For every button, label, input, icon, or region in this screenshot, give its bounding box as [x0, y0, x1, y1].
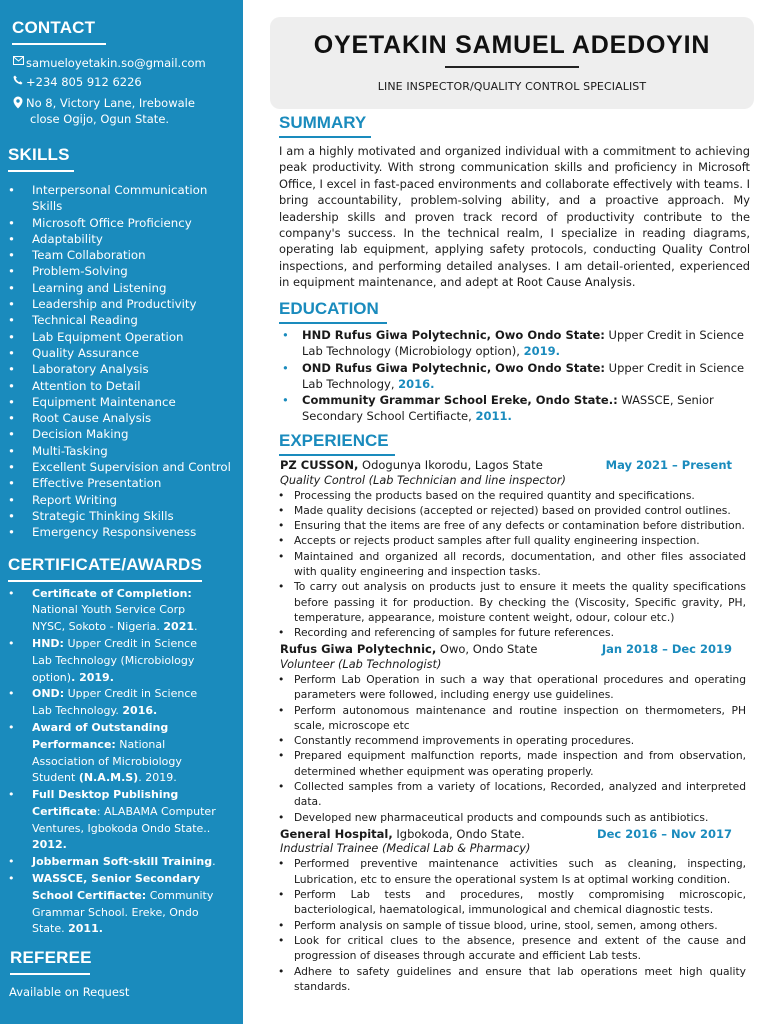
- job-entry: [270, 458, 754, 640]
- certificate-detail: : ALABAMA Computer Ventures, Igbokoda Ondo State..: [32, 804, 216, 835]
- duty-item: • Ensuring that the items are free of any defects or contamination before distribution.: [294, 518, 746, 533]
- certificate-item: [8, 720, 219, 787]
- job-dates: Dec 2016 – Nov 2017: [597, 826, 732, 841]
- certificate-item: [8, 636, 219, 686]
- name-divider: [445, 66, 579, 68]
- duty-item: • Performed preventive maintenance activities such as cleaning, inspecting, Lubrication, etc to ensure the operational system Is at optimal working condition.: [294, 856, 746, 887]
- education-detail: Upper Credit in Science Lab Technology,: [302, 360, 745, 391]
- skill-item: • Emergency Responsiveness: [8, 524, 235, 540]
- certificate-title: Jobberman Soft-skill Training: [32, 855, 213, 869]
- contact-phone[interactable]: [10, 74, 235, 90]
- duty-item: • Perform Lab Operation in such a way that operational procedures and operating parameters were followed, including energy use guidelines.: [294, 672, 746, 703]
- education-item: [302, 392, 748, 425]
- sidebar: [0, 0, 243, 1024]
- education-year: 2011.: [475, 409, 512, 424]
- certificate-item: [8, 586, 219, 636]
- job-org-line: [280, 827, 525, 843]
- skill-item: • Leadership and Productivity: [8, 296, 235, 312]
- certificate-item: [8, 686, 219, 720]
- summary-section: [270, 113, 754, 291]
- job-location: Igbokoda, Ondo State.: [392, 826, 525, 841]
- certificate-year: (N.A.M.S): [78, 771, 139, 785]
- contact-email[interactable]: [10, 55, 235, 71]
- duty-item: • Perform Lab tests and procedures, mostly compromising microscopic, bacteriological, haematological, immunological and chemical diagnostic tests.: [294, 887, 746, 918]
- job-duties: [270, 856, 754, 994]
- skill-item: • Root Cause Analysis: [8, 410, 235, 426]
- job-org-line: [280, 642, 537, 658]
- skill-item: • Report Writing: [8, 492, 235, 508]
- duty-item: • Made quality decisions (accepted or rejected) based on provided control outlines.: [294, 503, 746, 518]
- job-location: Owo, Ondo State: [436, 642, 538, 657]
- skill-item: • Strategic Thinking Skills: [8, 508, 235, 524]
- education-section: [270, 299, 754, 425]
- skill-item: • Effective Presentation: [8, 475, 235, 491]
- contact-address-line2: close Ogijo, Ogun State.: [30, 112, 170, 126]
- duty-item: • Look for critical clues to the absence, presence and extent of the cause and progression of diseases through accurate and efficient Lab tests.: [294, 933, 746, 964]
- duty-item: • Processing the products based on the required quantity and specifications.: [294, 488, 746, 503]
- phone-icon: [10, 75, 26, 85]
- skill-item: • Learning and Listening: [8, 280, 235, 296]
- certificate-year: 2012.: [32, 838, 67, 852]
- certificate-title: WASSCE, Senior Secondary School Certifiacte:: [32, 872, 201, 902]
- certificate-detail: Upper Credit in Science Lab Technology.: [32, 687, 198, 718]
- education-school: Community Grammar School Ereke, Ondo State.:: [302, 393, 618, 408]
- job-role: [270, 842, 754, 856]
- skill-item: • Adaptability: [8, 231, 235, 247]
- experience-heading: EXPERIENCE: [279, 431, 395, 456]
- duty-item: • To carry out analysis on products just to ensure it meets the quality specifications before passing it for production. By checking the (Viscosity, Specific gravity, PH, temperature, appearance, moisture content weight, odour, colour etc.): [294, 579, 746, 625]
- skill-item: • Technical Reading: [8, 312, 235, 328]
- job-duties: [270, 672, 754, 825]
- candidate-role: LINE INSPECTOR/QUALITY CONTROL SPECIALIST: [377, 80, 647, 93]
- contact-email-text: samueloyetakin.so@gmail.com: [26, 56, 206, 70]
- skill-item: • Team Collaboration: [8, 247, 235, 263]
- contact-address: [10, 95, 235, 127]
- referee-heading: REFEREE: [10, 948, 90, 975]
- skill-item: • Laboratory Analysis: [8, 361, 235, 377]
- skill-item: • Interpersonal Communication Skills: [8, 182, 235, 215]
- skill-item: • Attention to Detail: [8, 378, 235, 394]
- skill-item: • Microsoft Office Proficiency: [8, 215, 235, 231]
- education-list: [270, 327, 754, 425]
- certificate-title: HND:: [32, 636, 64, 650]
- referee-text: Available on Request: [9, 985, 130, 1000]
- education-item: [302, 327, 748, 360]
- certificate-detail: Upper Credit in Science Lab Technology (Microbiology option): [32, 636, 197, 684]
- contact-phone-text: +234 805 912 6226: [26, 75, 142, 89]
- education-school: OND Rufus Giwa Polytechnic, Owo Ondo State:: [302, 360, 606, 375]
- skill-item: • Problem-Solving: [8, 263, 235, 279]
- name-header: [270, 17, 754, 109]
- duty-item: • Perform autonomous maintenance and routine inspection on thermometers, PH scale, microscope etc: [294, 703, 746, 734]
- duty-item: • Developed new pharmaceutical products and compounds such as antibiotics.: [294, 810, 746, 825]
- duty-item: • Maintained and organized all records, documentation, and other files associated with quality engineering and inspection tasks.: [294, 549, 746, 580]
- referee-section: [8, 948, 235, 999]
- job-dates: Jan 2018 – Dec 2019: [601, 642, 732, 657]
- certificate-title: Full Desktop Publishing Certificate: [32, 788, 179, 818]
- candidate-name: OYETAKIN SAMUEL ADEDOYIN: [313, 31, 711, 59]
- certificate-item: [8, 787, 219, 854]
- job-role-tail: ): [561, 473, 566, 487]
- job-organization: Rufus Giwa Polytechnic,: [280, 642, 437, 657]
- certificate-detail: .: [212, 855, 216, 869]
- certificate-detail: National Youth Service Corp NYSC, Sokoto - Nigeria.: [32, 603, 186, 634]
- job-role-title: Quality Control (Lab Technician and line inspector: [280, 473, 562, 487]
- certificate-tail: .: [194, 620, 198, 634]
- certificate-year: . 2019.: [71, 670, 114, 684]
- education-detail: WASSCE, Senior Secondary School Certifiacte,: [302, 393, 714, 424]
- certificate-year: 2016.: [122, 704, 158, 718]
- duty-item: • Recording and referencing of samples for future references.: [294, 625, 746, 640]
- contact-heading: CONTACT: [12, 18, 106, 45]
- skill-item: • Multi-Tasking: [8, 443, 235, 459]
- certificates-section: [8, 555, 235, 939]
- experience-jobs: [270, 458, 754, 994]
- duty-item: • Perform analysis on sample of tissue blood, urine, stool, semen, among others.: [294, 918, 746, 933]
- skill-item: • Excellent Supervision and Control: [8, 459, 235, 475]
- job-header: [270, 827, 754, 843]
- skill-item: • Quality Assurance: [8, 345, 235, 361]
- job-dates: May 2021 – Present: [605, 458, 732, 472]
- contact-address-line1: No 8, Victory Lane, Irebowale: [26, 96, 195, 110]
- job-organization: PZ CUSSON,: [280, 458, 359, 472]
- education-year: 2019.: [523, 344, 560, 359]
- job-header: [270, 642, 754, 658]
- job-org-line: [280, 458, 543, 474]
- job-role: [270, 658, 754, 672]
- education-heading: EDUCATION: [279, 299, 387, 324]
- certificate-year: 2021: [163, 620, 195, 634]
- job-location: Odogunya Ikorodu, Lagos State: [358, 458, 543, 472]
- contact-section: [8, 18, 235, 127]
- skills-section: [8, 145, 235, 541]
- job-role-title: Industrial Trainee (Medical Lab & Pharmacy): [280, 842, 531, 856]
- job-role: [270, 474, 754, 488]
- certificates-list: [8, 586, 235, 939]
- skill-item: • Decision Making: [8, 426, 235, 442]
- skills-list: [8, 182, 235, 541]
- envelope-icon: [10, 56, 26, 65]
- skills-heading: SKILLS: [8, 145, 74, 172]
- duty-item: • Collected samples from a variety of locations, Recorded, analyzed and interpreted data.: [294, 779, 746, 810]
- job-entry: [270, 827, 754, 994]
- duty-item: • Constantly recommend improvements in operating procedures.: [294, 733, 746, 748]
- certificate-item: [8, 854, 219, 871]
- duty-item: • Accepts or rejects product samples after full quality engineering inspection.: [294, 533, 746, 548]
- education-school: HND Rufus Giwa Polytechnic, Owo Ondo State:: [302, 328, 605, 342]
- job-organization: General Hospital,: [280, 826, 393, 841]
- location-pin-icon: [10, 96, 26, 109]
- skill-item: • Equipment Maintenance: [8, 394, 235, 410]
- certificate-item: [8, 871, 219, 938]
- job-entry: [270, 642, 754, 824]
- certificate-year: 2011.: [68, 922, 103, 936]
- education-detail: Upper Credit in Science Lab Technology (Microbiology option),: [302, 328, 744, 359]
- job-role-title: Volunteer (Lab Technologist): [280, 657, 442, 671]
- education-year: 2016.: [398, 376, 435, 391]
- certificates-heading: CERTIFICATE/AWARDS: [8, 555, 202, 582]
- certificate-detail: Community Grammar School. Ereke, Ondo State.: [32, 888, 214, 936]
- certificate-title: Award of Outstanding Performance:: [32, 720, 169, 751]
- certificate-detail: National Association of Microbiology Student: [32, 737, 182, 785]
- certificate-tail: . 2019.: [138, 771, 177, 785]
- certificate-title: OND:: [32, 687, 65, 701]
- summary-heading: SUMMARY: [279, 113, 371, 138]
- skill-item: • Lab Equipment Operation: [8, 329, 235, 345]
- certificate-title: Certificate of Completion:: [32, 586, 192, 600]
- experience-section: [270, 431, 754, 994]
- duty-item: • Adhere to safety guidelines and ensure that lab operations meet high quality standards.: [294, 964, 746, 995]
- education-item: [302, 360, 748, 393]
- job-duties: [270, 488, 754, 641]
- duty-item: • Prepared equipment malfunction reports, made inspection and from observation, determined whether equipment was operating properly.: [294, 748, 746, 779]
- job-header: [270, 458, 754, 474]
- summary-text: I am a highly motivated and organized individual with a commitment to achieving peak productivity. With strong communication skills and proficiency in Microsoft Office, I excel in fast-paced environments and collaborate effectively with teams. I bring accountability, problem-solving ability, and a proactive approach. My leadership skills and proven track record of productivity contribute to the company's success. In the technical realm, I specialize in reading diagrams, operating lab equipment, applying safety protocols, conducting Quality Control inspections, and performing detailed analyses. I am detail-oriented, experienced in equipment maintenance, and adept at Root Cause Analysis.: [279, 144, 750, 290]
